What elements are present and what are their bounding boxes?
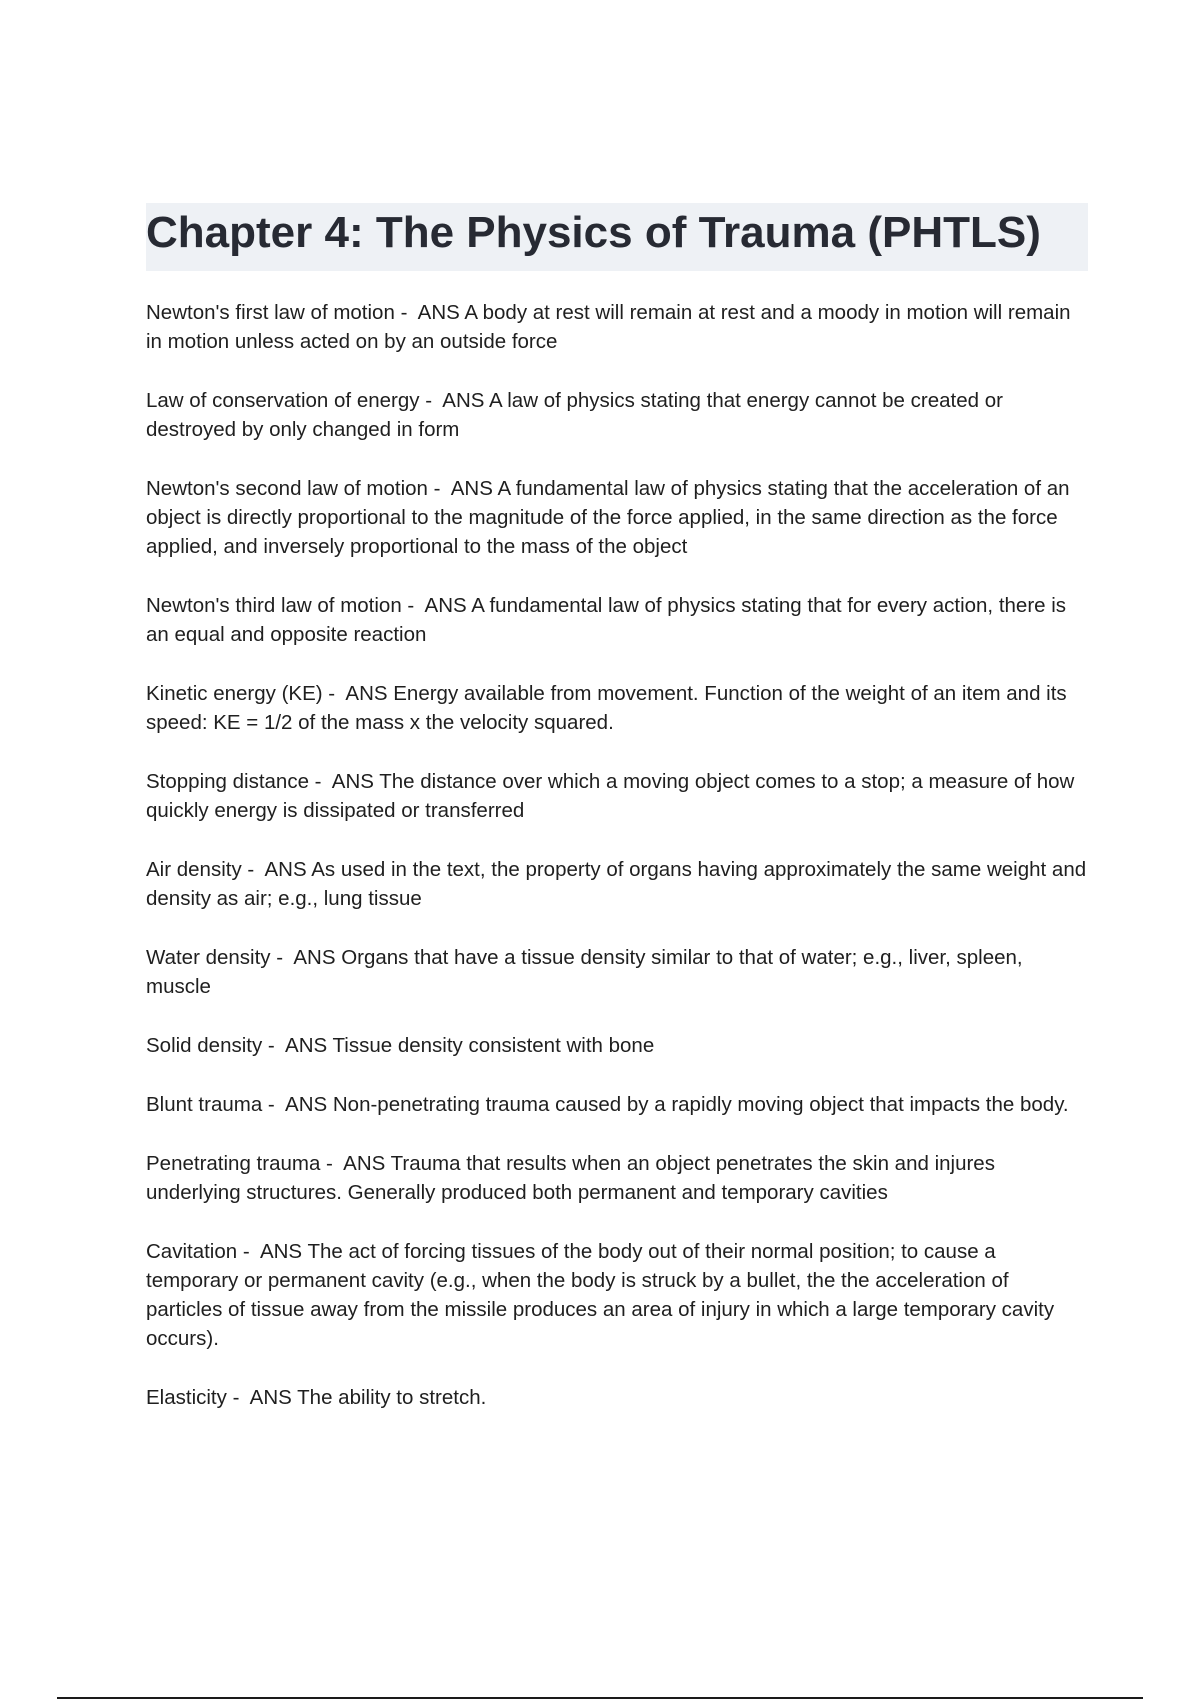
- entry-definition: Organs that have a tissue density similar to that of water; e.g., liver, spleen, muscle: [146, 946, 1023, 998]
- flashcard-entry: [146, 943, 1088, 1001]
- page-title: Chapter 4: The Physics of Trauma (PHTLS): [146, 208, 1041, 257]
- entry-definition: The act of forcing tissues of the body out of their normal position; to cause a temporary or permanent cavity (e.g., when the body is struck by a bullet, the the acceleration of particles of tissue away from the missile produces an area of injury in which a large temporary cavity occurs).: [146, 1240, 1055, 1350]
- entry-definition: Energy available from movement. Function of the weight of an item and its speed: KE = 1/2 of the mass x the velocity squared.: [146, 682, 1067, 734]
- entry-definition: A body at rest will remain at rest and a moody in motion will remain in motion unless acted on by an outside force: [146, 301, 1071, 353]
- entry-separator: - ANS: [262, 1093, 333, 1116]
- entry-separator: - ANS: [308, 770, 380, 793]
- entry-term: Newton's first law of motion: [146, 301, 395, 324]
- flashcard-entry: [146, 1149, 1088, 1207]
- entry-term: Blunt trauma: [146, 1093, 263, 1116]
- entry-separator: - ANS: [237, 1240, 308, 1263]
- entry-definition: Trauma that results when an object penetrates the skin and injures underlying structures. Generally produced both permanent and temporary cavities: [146, 1152, 995, 1204]
- entry-separator: - ANS: [419, 389, 489, 412]
- entry-separator: - ANS: [320, 1152, 391, 1175]
- flashcard-entry: [146, 591, 1088, 649]
- entry-separator: - ANS: [394, 301, 465, 324]
- flashcard-entry: [146, 855, 1088, 913]
- entry-separator: - ANS: [322, 682, 394, 705]
- flashcard-entry: [146, 1237, 1088, 1353]
- entry-separator: - ANS: [241, 858, 312, 881]
- entry-separator: - ANS: [270, 946, 342, 969]
- flashcard-list: [146, 298, 1088, 1442]
- entry-separator: - ANS: [262, 1034, 333, 1057]
- page-divider: [57, 1697, 1143, 1699]
- entry-definition: Tissue density consistent with bone: [332, 1034, 655, 1057]
- flashcard-entry: [146, 679, 1088, 737]
- entry-definition: The distance over which a moving object comes to a stop; a measure of how quickly energy is dissipated or transferred: [146, 770, 1075, 822]
- entry-term: Penetrating trauma: [146, 1152, 321, 1175]
- entry-separator: - ANS: [226, 1386, 298, 1409]
- flashcard-entry: [146, 386, 1088, 444]
- flashcard-entry: [146, 1031, 1088, 1060]
- flashcard-entry: [146, 474, 1088, 561]
- entry-term: Law of conservation of energy: [146, 389, 420, 412]
- entry-definition: Non-penetrating trauma caused by a rapidly moving object that impacts the body.: [332, 1093, 1069, 1116]
- entry-term: Water density: [146, 946, 271, 969]
- entry-definition: A fundamental law of physics stating that for every action, there is an equal and opposite reaction: [146, 594, 1067, 646]
- entry-term: Elasticity: [146, 1386, 227, 1409]
- entry-term: Newton's second law of motion: [146, 477, 428, 500]
- entry-term: Kinetic energy (KE): [146, 682, 323, 705]
- entry-term: Air density: [146, 858, 242, 881]
- flashcard-entry: [146, 767, 1088, 825]
- entry-term: Solid density: [146, 1034, 263, 1057]
- entry-definition: A fundamental law of physics stating that the acceleration of an object is directly proportional to the magnitude of the force applied, in the same direction as the force applied, and inversely proportional to the mass of the object: [146, 477, 1070, 558]
- entry-term: Stopping distance: [146, 770, 309, 793]
- entry-separator: - ANS: [401, 594, 472, 617]
- entry-separator: - ANS: [427, 477, 498, 500]
- flashcard-entry: [146, 1090, 1088, 1119]
- flashcard-entry: [146, 1383, 1088, 1412]
- entry-term: Cavitation: [146, 1240, 238, 1263]
- entry-definition: As used in the text, the property of organs having approximately the same weight and density as air; e.g., lung tissue: [146, 858, 1087, 910]
- entry-definition: The ability to stretch.: [297, 1386, 487, 1409]
- entry-term: Newton's third law of motion: [146, 594, 402, 617]
- title-highlight: [146, 203, 1088, 271]
- flashcard-entry: [146, 298, 1088, 356]
- entry-definition: A law of physics stating that energy cannot be created or destroyed by only changed in form: [146, 389, 1003, 441]
